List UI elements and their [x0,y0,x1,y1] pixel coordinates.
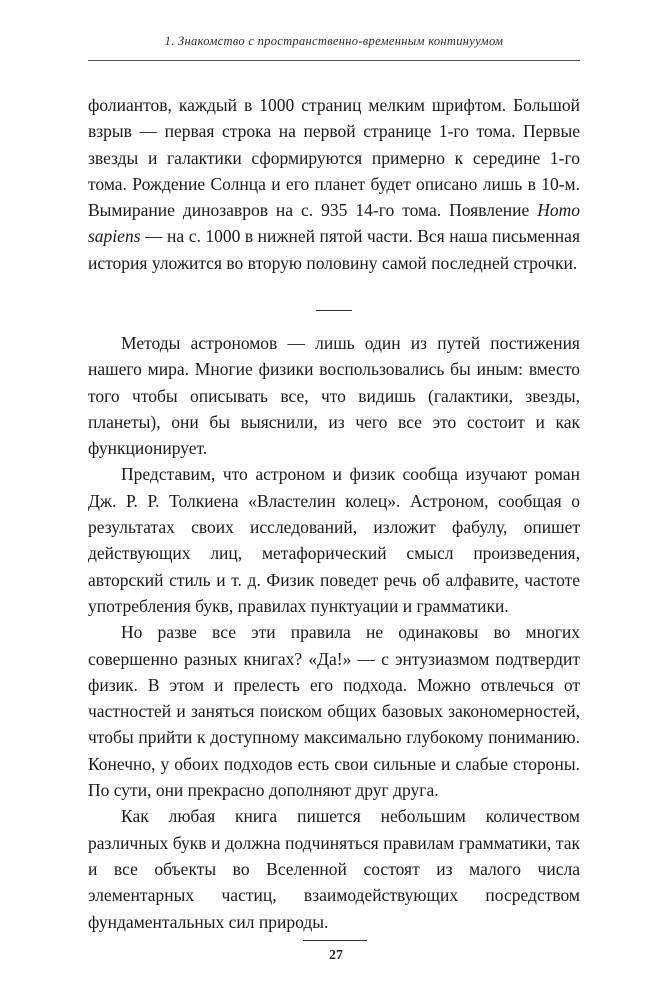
footer-rule [303,940,367,941]
paragraph-text: фолиантов, каждый в 1000 страниц мелким шрифтом. Большой взрыв — первая строка на первой странице 1-го тома. Первые звезды и галактики сформируются примерно к середине 1-го тома. Рождение Солнца и его планет будет описано лишь в 10-м. Вымирание динозавров на с. 935 14-го тома. Появление [88,95,580,221]
page-number: 27 [329,948,343,963]
paragraph [88,92,580,276]
paragraph-text: — на с. 1000 в нижней пятой части. Вся наша письменная история уложится во вторую половину самой последней строчки. [88,226,580,273]
text-block-main [88,330,580,935]
text-block-top [88,92,580,276]
paragraph: Методы астрономов — лишь один из путей постижения нашего мира. Многие физики воспользовались бы иным: вместо того чтобы описывать все, что видишь (галактики, звезды, планеты), они бы выяснили, из чего все это состоит и как функционирует. [88,333,580,459]
italic-term: Homo sapiens [88,200,580,247]
header-rule [88,60,580,61]
section-break [316,310,352,311]
running-header: 1. Знакомство с пространственно-временным континуумом [164,34,504,48]
paragraph: Представим, что астроном и физик сообща изучают роман Дж. Р. Р. Толкиена «Властелин колец». Астроном, сообщая о результатах своих исследований, изложит фабулу, опишет действующих лиц, метафорический смысл произведения, авторский стиль и т. д. Физик поведет речь об алфавите, частоте употребления букв, правилах пунктуации и грамматики. [88,464,580,616]
paragraph: Как любая книга пишется небольшим количеством различных букв и должна подчиняться правилам грамматики, так и все объекты во Вселенной состоят из малого числа элементарных частиц, взаимодействующих посредством фундаментальных сил природы. [88,806,580,932]
paragraph: Но разве все эти правила не одинаковы во многих совершенно разных книгах? «Да!» — с энтузиазмом подтвердит физик. В этом и прелесть его подхода. Можно отвлечься от частностей и заняться поиском общих базовых закономерностей, чтобы прийти к доступному максимально глубокому пониманию. Конечно, у обоих подходов есть свои сильные и слабые стороны. По сути, они прекрасно дополняют друг друга. [88,622,580,801]
